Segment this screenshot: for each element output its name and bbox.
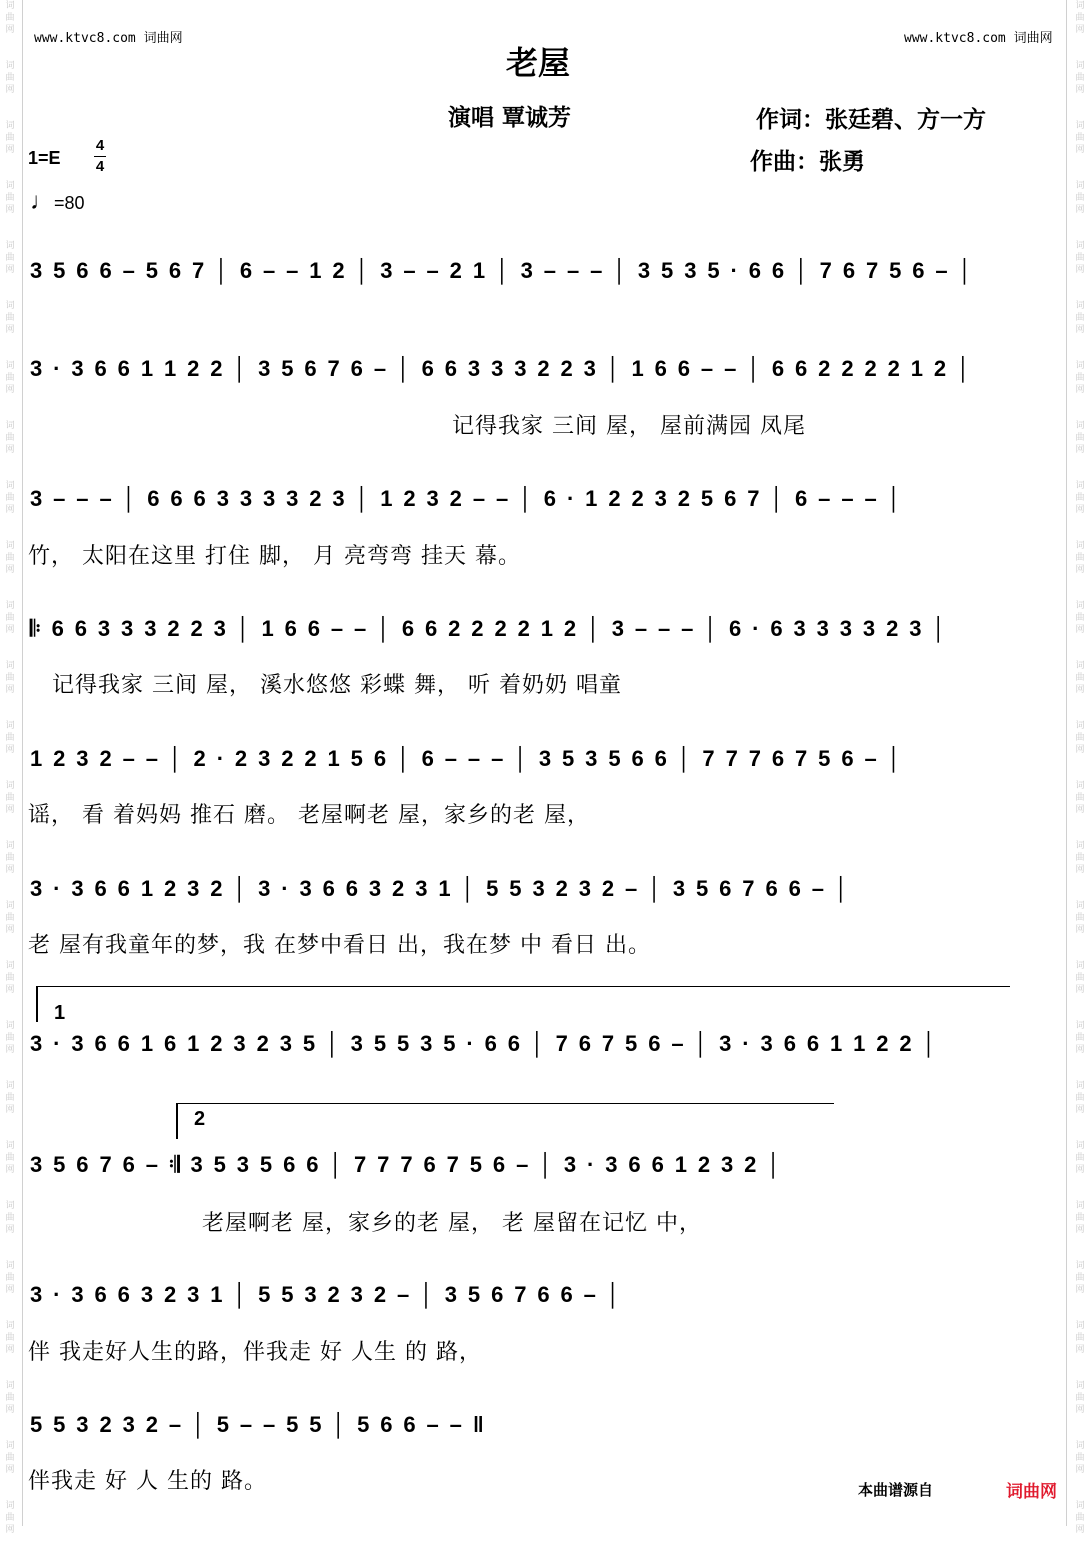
- watermark-char: 网: [1075, 1465, 1085, 1475]
- watermark-char: 词: [1075, 1081, 1085, 1091]
- watermark-char: 词: [5, 1501, 15, 1511]
- watermark-group: [1074, 120, 1086, 180]
- watermark-group: [4, 240, 16, 300]
- watermark-group: [4, 1020, 16, 1080]
- watermark-char: 网: [1075, 85, 1085, 95]
- watermark-char: 曲: [1075, 1153, 1085, 1163]
- volta-1-bracket-tick: [36, 986, 38, 1022]
- watermark-char: 词: [5, 901, 15, 911]
- right-watermark-strip: [1074, 0, 1086, 1535]
- tempo-value: =80: [54, 193, 85, 213]
- watermark-char: 网: [1075, 625, 1085, 635]
- watermark-char: 曲: [5, 1213, 15, 1223]
- watermark-char: 曲: [1075, 1273, 1085, 1283]
- watermark-char: 网: [1075, 1345, 1085, 1355]
- volta-1-number: 1: [54, 1002, 66, 1024]
- watermark-char: 网: [1075, 325, 1085, 335]
- watermark-group: [4, 420, 16, 480]
- score-row-4-lyrics: 记得我家 三间 屋， 溪水悠悠 彩蝶 舞， 听 着奶奶 唱童: [52, 673, 622, 698]
- score-row-1-notes: 3 5 6 6 – 5 6 7 │ 6 – – 1 2 │ 3 – – 2 1 │ 3 – – – │ 3 5 3 5 · 6 6 │ 7 6 7 5 6 – │: [30, 258, 975, 283]
- watermark-char: 网: [1075, 985, 1085, 995]
- time-signature-bar: [94, 156, 106, 157]
- score-row-6-lyrics: 老 屋有我童年的梦，我 在梦中看日 出，我在梦 中 看日 出。: [28, 933, 651, 958]
- watermark-group: [4, 480, 16, 540]
- watermark-char: 词: [5, 361, 15, 371]
- watermark-char: 曲: [5, 793, 15, 803]
- watermark-char: 词: [5, 601, 15, 611]
- watermark-group: [4, 660, 16, 720]
- watermark-group: [1074, 480, 1086, 540]
- watermark-char: 网: [1075, 265, 1085, 275]
- watermark-char: 网: [5, 1165, 15, 1175]
- watermark-group: [4, 120, 16, 180]
- watermark-char: 词: [5, 1201, 15, 1211]
- watermark-char: 词: [1075, 1021, 1085, 1031]
- watermark-char: 词: [5, 1441, 15, 1451]
- watermark-char: 网: [5, 505, 15, 515]
- watermark-char: 词: [1075, 361, 1085, 371]
- watermark-char: 词: [1075, 1321, 1085, 1331]
- watermark-char: 网: [1075, 1165, 1085, 1175]
- watermark-group: [1074, 1380, 1086, 1440]
- watermark-char: 词: [1075, 1381, 1085, 1391]
- right-border-line: [1066, 0, 1067, 1526]
- watermark-char: 曲: [5, 1153, 15, 1163]
- watermark-group: [4, 600, 16, 660]
- watermark-group: [4, 60, 16, 120]
- score-row-6-notes: 3 · 3 6 6 1 2 3 2 │ 3 · 3 6 6 3 2 3 1 │ 5 5 3 2 3 2 – │ 3 5 6 7 6 6 – │: [30, 876, 852, 901]
- watermark-group: [1074, 540, 1086, 600]
- volta-2-bracket-tick: [176, 1103, 178, 1139]
- performer-credit: 演唱 覃诚芳: [448, 104, 572, 131]
- watermark-char: 曲: [1075, 373, 1085, 383]
- watermark-char: 词: [5, 961, 15, 971]
- watermark-char: 词: [1075, 1, 1085, 11]
- site-url-right[interactable]: www.ktvc8.com 词曲网: [904, 31, 1053, 46]
- watermark-char: 曲: [5, 313, 15, 323]
- source-label: 本曲谱源自: [858, 1481, 934, 1499]
- watermark-char: 曲: [5, 913, 15, 923]
- watermark-char: 曲: [5, 673, 15, 683]
- watermark-group: [4, 780, 16, 840]
- watermark-group: [4, 360, 16, 420]
- watermark-char: 网: [5, 445, 15, 455]
- watermark-char: 词: [5, 541, 15, 551]
- watermark-char: 曲: [1075, 1333, 1085, 1343]
- watermark-char: 网: [5, 1105, 15, 1115]
- watermark-char: 词: [1075, 481, 1085, 491]
- watermark-char: 词: [5, 1081, 15, 1091]
- watermark-char: 曲: [1075, 853, 1085, 863]
- watermark-char: 词: [1075, 1261, 1085, 1271]
- watermark-char: 曲: [5, 613, 15, 623]
- watermark-char: 网: [5, 145, 15, 155]
- watermark-char: 网: [1075, 445, 1085, 455]
- score-row-9-lyrics: 伴 我走好人生的路，伴我走 好 人生 的 路，: [28, 1340, 482, 1365]
- watermark-char: 词: [1075, 661, 1085, 671]
- score-row-8-lyrics: 老屋啊老 屋，家乡的老 屋， 老 屋留在记忆 中，: [202, 1211, 702, 1236]
- watermark-char: 词: [1075, 301, 1085, 311]
- watermark-group: [1074, 780, 1086, 840]
- watermark-group: [1074, 900, 1086, 960]
- watermark-char: 曲: [5, 1333, 15, 1343]
- watermark-char: 网: [1075, 1405, 1085, 1415]
- watermark-char: 网: [1075, 1105, 1085, 1115]
- watermark-group: [1074, 1020, 1086, 1080]
- watermark-char: 网: [1075, 865, 1085, 875]
- watermark-group: [1074, 1140, 1086, 1200]
- watermark-group: [1074, 600, 1086, 660]
- watermark-char: 曲: [1075, 973, 1085, 983]
- watermark-char: 词: [1075, 1441, 1085, 1451]
- watermark-char: 词: [5, 1021, 15, 1031]
- watermark-char: 曲: [1075, 553, 1085, 563]
- watermark-char: 词: [1075, 721, 1085, 731]
- watermark-char: 网: [1075, 205, 1085, 215]
- score-row-9-notes: 3 · 3 6 6 3 2 3 1 │ 5 5 3 2 3 2 – │ 3 5 6 7 6 6 – │: [30, 1282, 623, 1307]
- watermark-char: 词: [5, 1, 15, 11]
- site-url-left[interactable]: www.ktvc8.com 词曲网: [34, 31, 183, 46]
- watermark-char: 曲: [1075, 253, 1085, 263]
- score-row-5-notes: 1 2 3 2 – – │ 2 · 2 3 2 2 1 5 6 │ 6 – – – │ 3 5 3 5 6 6 │ 7 7 7 6 7 5 6 – │: [30, 746, 904, 771]
- watermark-char: 网: [1075, 1225, 1085, 1235]
- watermark-char: 词: [5, 841, 15, 851]
- watermark-char: 词: [5, 781, 15, 791]
- watermark-group: [1074, 1320, 1086, 1380]
- watermark-char: 曲: [1075, 613, 1085, 623]
- watermark-char: 曲: [5, 13, 15, 23]
- watermark-char: 曲: [5, 1033, 15, 1043]
- watermark-char: 词: [5, 1381, 15, 1391]
- watermark-group: [1074, 660, 1086, 720]
- watermark-char: 词: [5, 421, 15, 431]
- watermark-group: [1074, 420, 1086, 480]
- score-row-4-notes: 𝄆 6 6 3 3 3 2 2 3 │ 1 6 6 – – │ 6 6 2 2 2 2 1 2 │ 3 – – – │ 6 · 6 3 3 3 3 2 3 │: [30, 616, 949, 641]
- watermark-char: 曲: [1075, 1453, 1085, 1463]
- watermark-char: 词: [1075, 421, 1085, 431]
- watermark-char: 网: [5, 1045, 15, 1055]
- watermark-group: [1074, 1260, 1086, 1320]
- watermark-char: 网: [5, 265, 15, 275]
- watermark-group: [4, 1200, 16, 1260]
- watermark-char: 网: [5, 1225, 15, 1235]
- watermark-char: 词: [5, 661, 15, 671]
- watermark-char: 网: [1075, 1045, 1085, 1055]
- watermark-char: 网: [5, 625, 15, 635]
- watermark-char: 词: [1075, 841, 1085, 851]
- watermark-char: 曲: [5, 973, 15, 983]
- watermark-char: 网: [5, 805, 15, 815]
- watermark-char: 网: [5, 865, 15, 875]
- watermark-group: [4, 720, 16, 780]
- score-row-8-notes: 3 5 6 7 6 – 𝄇 3 5 3 5 6 6 │ 7 7 7 6 7 5 6 – │ 3 · 3 6 6 1 2 3 2 │: [30, 1152, 784, 1177]
- watermark-char: 网: [5, 205, 15, 215]
- watermark-char: 网: [1075, 25, 1085, 35]
- score-row-5-lyrics: 谣， 看 着妈妈 推石 磨。 老屋啊老 屋，家乡的老 屋，: [28, 803, 590, 828]
- watermark-char: 网: [5, 1465, 15, 1475]
- watermark-group: [4, 840, 16, 900]
- watermark-char: 网: [1075, 505, 1085, 515]
- score-row-10-lyrics: 伴我走 好 人 生的 路。: [28, 1469, 267, 1494]
- watermark-char: 网: [1075, 385, 1085, 395]
- watermark-group: [1074, 0, 1086, 60]
- watermark-group: [4, 1320, 16, 1380]
- watermark-char: 曲: [1075, 1393, 1085, 1403]
- watermark-char: 网: [5, 1285, 15, 1295]
- watermark-char: 网: [5, 385, 15, 395]
- watermark-char: 曲: [1075, 793, 1085, 803]
- watermark-char: 曲: [5, 433, 15, 443]
- watermark-group: [4, 1140, 16, 1200]
- watermark-char: 曲: [5, 1393, 15, 1403]
- watermark-group: [1074, 180, 1086, 240]
- watermark-char: 词: [1075, 241, 1085, 251]
- watermark-group: [4, 1440, 16, 1500]
- watermark-group: [1074, 1500, 1086, 1560]
- watermark-char: 曲: [5, 73, 15, 83]
- watermark-group: [1074, 840, 1086, 900]
- watermark-char: 曲: [5, 253, 15, 263]
- watermark-char: 曲: [5, 493, 15, 503]
- watermark-char: 词: [5, 301, 15, 311]
- watermark-char: 词: [1075, 1201, 1085, 1211]
- watermark-char: 词: [5, 481, 15, 491]
- watermark-char: 曲: [1075, 73, 1085, 83]
- score-row-3-lyrics: 竹， 太阳在这里 打住 脚， 月 亮弯弯 挂天 幕。: [28, 544, 521, 569]
- watermark-char: 词: [1075, 121, 1085, 131]
- watermark-group: [1074, 1080, 1086, 1140]
- watermark-char: 网: [1075, 1285, 1085, 1295]
- watermark-char: 词: [1075, 1501, 1085, 1511]
- watermark-char: 网: [5, 685, 15, 695]
- watermark-char: 词: [5, 61, 15, 71]
- watermark-char: 曲: [5, 1453, 15, 1463]
- watermark-char: 网: [5, 85, 15, 95]
- watermark-char: 曲: [5, 373, 15, 383]
- watermark-char: 曲: [1075, 193, 1085, 203]
- watermark-char: 曲: [1075, 493, 1085, 503]
- score-row-10-notes: 5 5 3 2 3 2 – │ 5 – – 5 5 │ 5 6 6 – – ‖: [30, 1412, 487, 1437]
- watermark-group: [1074, 1440, 1086, 1500]
- watermark-char: 曲: [1075, 1093, 1085, 1103]
- watermark-group: [1074, 1200, 1086, 1260]
- watermark-char: 曲: [5, 133, 15, 143]
- watermark-char: 词: [5, 1261, 15, 1271]
- watermark-char: 曲: [1075, 313, 1085, 323]
- watermark-char: 曲: [5, 733, 15, 743]
- watermark-char: 网: [5, 745, 15, 755]
- score-row-2-lyrics: 记得我家 三间 屋， 屋前满园 凤尾: [452, 414, 806, 439]
- watermark-char: 曲: [1075, 913, 1085, 923]
- watermark-char: 词: [5, 1321, 15, 1331]
- watermark-char: 词: [5, 241, 15, 251]
- tempo-marking: [30, 188, 85, 216]
- watermark-char: 词: [5, 721, 15, 731]
- watermark-char: 网: [1075, 685, 1085, 695]
- watermark-char: 曲: [1075, 733, 1085, 743]
- watermark-char: 曲: [1075, 1213, 1085, 1223]
- composer-credit: 作曲：张勇: [750, 148, 865, 175]
- watermark-char: 词: [1075, 1141, 1085, 1151]
- time-signature-bottom: 4: [95, 158, 105, 175]
- watermark-char: 曲: [1075, 1513, 1085, 1523]
- watermark-group: [4, 1380, 16, 1440]
- key-signature: 1=E: [28, 148, 61, 168]
- watermark-group: [4, 0, 16, 60]
- watermark-char: 网: [5, 925, 15, 935]
- watermark-char: 网: [1075, 565, 1085, 575]
- watermark-char: 词: [5, 121, 15, 131]
- watermark-group: [4, 180, 16, 240]
- watermark-char: 词: [1075, 61, 1085, 71]
- watermark-char: 曲: [5, 1513, 15, 1523]
- watermark-char: 词: [1075, 181, 1085, 191]
- watermark-group: [4, 540, 16, 600]
- watermark-char: 词: [1075, 901, 1085, 911]
- watermark-char: 曲: [1075, 433, 1085, 443]
- watermark-group: [4, 300, 16, 360]
- song-title: 老屋: [506, 44, 571, 82]
- watermark-char: 曲: [5, 853, 15, 863]
- watermark-char: 曲: [1075, 673, 1085, 683]
- watermark-char: 曲: [5, 193, 15, 203]
- watermark-group: [1074, 960, 1086, 1020]
- watermark-char: 网: [1075, 805, 1085, 815]
- watermark-char: 词: [1075, 781, 1085, 791]
- watermark-group: [1074, 60, 1086, 120]
- quarter-note-icon: ♩: [30, 188, 54, 215]
- volta-2-number: 2: [194, 1108, 206, 1130]
- watermark-char: 网: [1075, 145, 1085, 155]
- watermark-char: 词: [1075, 961, 1085, 971]
- score-row-7-notes: 3 · 3 6 6 1 6 1 2 3 2 3 5 │ 3 5 5 3 5 · 6 6 │ 7 6 7 5 6 – │ 3 · 3 6 6 1 1 2 2 │: [30, 1031, 939, 1056]
- left-border-line: [22, 0, 23, 1526]
- time-signature: [92, 138, 108, 175]
- watermark-char: 网: [5, 1525, 15, 1535]
- watermark-char: 曲: [1075, 13, 1085, 23]
- watermark-group: [1074, 300, 1086, 360]
- watermark-group: [1074, 360, 1086, 420]
- watermark-char: 词: [5, 181, 15, 191]
- watermark-group: [4, 1080, 16, 1140]
- watermark-char: 曲: [1075, 133, 1085, 143]
- watermark-group: [4, 900, 16, 960]
- watermark-char: 网: [1075, 1525, 1085, 1535]
- watermark-char: 曲: [5, 553, 15, 563]
- watermark-char: 网: [5, 565, 15, 575]
- watermark-char: 词: [1075, 601, 1085, 611]
- watermark-group: [4, 1500, 16, 1560]
- watermark-char: 网: [1075, 925, 1085, 935]
- watermark-group: [4, 1260, 16, 1320]
- watermark-char: 曲: [5, 1093, 15, 1103]
- volta-2-bracket-line: [176, 1103, 834, 1104]
- watermark-char: 曲: [1075, 1033, 1085, 1043]
- score-row-2-notes: 3 · 3 6 6 1 1 2 2 │ 3 5 6 7 6 – │ 6 6 3 3 3 2 2 3 │ 1 6 6 – – │ 6 6 2 2 2 2 1 2 │: [30, 356, 974, 381]
- score-row-3-notes: 3 – – – │ 6 6 6 3 3 3 3 2 3 │ 1 2 3 2 – – │ 6 · 1 2 2 3 2 5 6 7 │ 6 – – – │: [30, 486, 904, 511]
- left-watermark-strip: [4, 0, 16, 1535]
- volta-1-bracket-line: [36, 986, 1010, 987]
- watermark-char: 网: [5, 985, 15, 995]
- watermark-group: [1074, 720, 1086, 780]
- time-signature-top: 4: [95, 137, 105, 154]
- watermark-group: [4, 960, 16, 1020]
- watermark-char: 网: [5, 1345, 15, 1355]
- watermark-char: 网: [1075, 745, 1085, 755]
- watermark-char: 网: [5, 25, 15, 35]
- watermark-char: 词: [5, 1141, 15, 1151]
- site-logo[interactable]: 词曲网: [1006, 1482, 1057, 1502]
- watermark-char: 网: [5, 1405, 15, 1415]
- watermark-char: 网: [5, 325, 15, 335]
- watermark-char: 词: [1075, 541, 1085, 551]
- watermark-group: [1074, 240, 1086, 300]
- lyricist-credit: 作词：张廷碧、方一方: [756, 106, 986, 133]
- watermark-char: 曲: [5, 1273, 15, 1283]
